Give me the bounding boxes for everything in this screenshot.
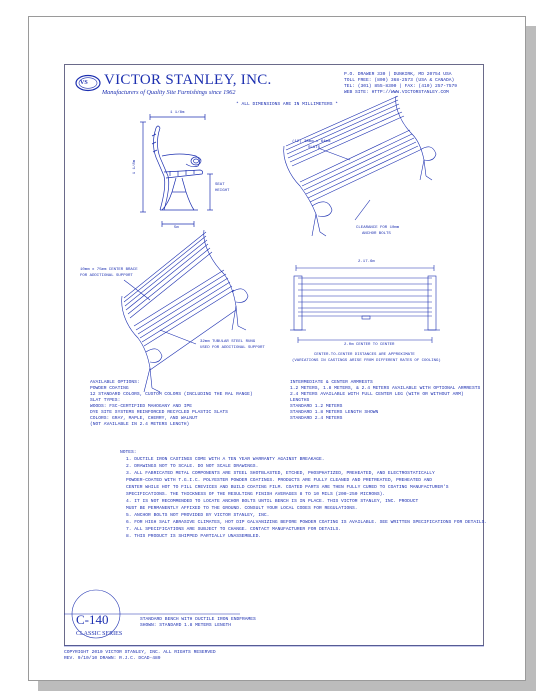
note-line: 1. DUCTILE IRON CASTINGS COME WITH A TEN YEAR WARRANTY AGAINST BREAKAGE.: [126, 457, 325, 462]
revision-line: REV. 9/10/10 DRAWN: R.J.C. DCAD-489: [64, 656, 161, 661]
slats-label: (12) 38mm x 64mm: [292, 140, 331, 144]
base-dimension-label: 5m: [174, 226, 179, 230]
seat-height-label: SEAT HEIGHT: [215, 183, 230, 193]
steel-rung-label: USED FOR ADDITIONAL SUPPORT: [200, 346, 265, 350]
note-line: 6. FOR HIGH SALT ABRASIVE CLIMATES, HOT DIP GALVANIZING BEFORE POWDER COATING IS AVAILABLE. SEE WRITTEN SPECIFICATIONS FOR DETAILS.: [126, 520, 488, 525]
option-line: POWDER COATING: [90, 386, 129, 391]
contact-line: WEB SITE: HTTP://WWW.VICTORSTANLEY.COM: [344, 90, 449, 95]
approximate-note: (VARIATIONS IN CASTINGS ARISE FROM DIFFERENT RATES OF COOLING): [292, 359, 441, 363]
product-description: SHOWN: STANDARD 1.8 METERS LENGTH: [140, 623, 231, 628]
approximate-note: CENTER-TO-CENTER DISTANCES ARE APPROXIMATE: [314, 353, 415, 357]
note-line: CENTER WHILE HOT TO FILL CREVICES AND BUILD COATING FILM. COATED PARTS ARE THEN FULLY CURED TO COATING MANUFACTURER'S: [126, 485, 449, 490]
series-name: CLASSIC SERIES: [76, 631, 123, 637]
model-number: C-140: [76, 612, 109, 627]
note-line: SPECIFICATIONS. THE THICKNESS OF THE RESULTING FINISH AVERAGES 8 TO 10 MILS (200-250 MICRONS).: [126, 492, 386, 497]
front-elevation-drawing: [290, 265, 440, 343]
center-distance-label: 2.0m CENTER TO CENTER: [344, 343, 395, 347]
company-tagline: Manufacturers of Quality Site Furnishings since 1962: [102, 89, 236, 96]
isometric-view-top: [284, 96, 436, 236]
title-block-graphic: [64, 590, 484, 646]
note-line: 4. IT IS NOT RECOMMENDED TO LOCATE ANCHOR BOLTS UNTIL BENCH IS IN PLACE. THIS VICTOR STANLEY, INC. PRODUCT: [126, 499, 419, 504]
isometric-view-bottom: [122, 230, 248, 392]
contact-line: P.O. DRAWER 330 | DUNKIRK, MD 20754 USA: [344, 72, 452, 77]
overall-length-label: 2.17.6m: [358, 260, 375, 264]
option-line: COLORS: GRAY, MAPLE, CHERRY, AND WALNUT: [90, 416, 198, 421]
note-line: 3. ALL FABRICATED METAL COMPONENTS ARE STEEL SHOTBLASTED, ETCHED, PHOSPHATIZED, PREHEATED, AND ELECTROSTATICALLY: [126, 471, 435, 476]
option-line: WOODS: FSC-CERTIFIED MAHOGANY AND IPE: [90, 404, 192, 409]
note-line: 8. THIS PRODUCT IS SHIPPED PARTIALLY UNASSEMBLED.: [126, 534, 262, 539]
option-line: DYE SITE SYSTEMS REINFORCED RECYCLED PLASTIC SLATS: [90, 410, 228, 415]
option-line: 1.2 METERS, 1.8 METERS, & 2.4 METERS AVAILABLE WITH OPTIONAL ARMRESTS: [290, 386, 481, 391]
option-line: STANDARD 1.2 METERS: [290, 404, 343, 409]
note-line: 7. ALL SPECIFICATIONS ARE SUBJECT TO CHANGE. CONTACT MANUFACTURER FOR DETAILS.: [126, 527, 342, 532]
center-brace-label: FOR ADDITIONAL SUPPORT: [80, 274, 133, 278]
anchor-clearance-label: CLEARANCE FOR 10mm: [356, 226, 400, 230]
contact-line: TEL: (301) 855-8300 | FAX: (410) 257-7579: [344, 84, 458, 89]
option-line: AVAILABLE OPTIONS:: [90, 380, 140, 385]
note-line: 5. ANCHOR BOLTS NOT PROVIDED BY VICTOR STANLEY, INC.: [126, 513, 270, 518]
option-line: LENGTHS: [290, 398, 310, 403]
side-elevation-drawing: [140, 114, 213, 227]
anchor-clearance-label: ANCHOR BOLTS: [362, 232, 391, 236]
option-line: 12 STANDARD COLORS, CUSTOM COLORS (INCLUDING THE RAL RANGE): [90, 392, 253, 397]
product-description: STANDARD BENCH WITH DUCTILE IRON ENDFRAMES: [140, 617, 256, 622]
note-line: 2. DRAWINGS NOT TO SCALE. DO NOT SCALE DRAWINGS.: [126, 464, 259, 469]
steel-rung-label: 32mm TUBULAR STEEL RUNG: [200, 340, 256, 344]
depth-dimension-label: 1 1/8m: [170, 111, 185, 115]
height-dimension-label: 1 1/8m: [133, 159, 138, 175]
option-line: INTERMEDIATE & CENTER ARMRESTS: [290, 380, 373, 385]
company-name: VICTOR STANLEY, INC.: [104, 72, 272, 88]
option-line: (NOT AVAILABLE IN 2.4 METERS LENGTH): [90, 422, 190, 427]
option-line: 2.4 METERS AVAILABLE WITH FULL CENTER LEG (WITH OR WITHOUT ARM): [290, 392, 464, 397]
center-brace-label: 10mm x 75mm CENTER BRACE: [80, 268, 138, 272]
dimension-note: * ALL DIMENSIONS ARE IN MILLIMETERS *: [236, 102, 338, 107]
option-line: STANDARD 1.8 METERS LENGTH SHOWN: [290, 410, 379, 415]
note-line: MUST BE PERMANENTLY AFFIXED TO THE GROUND. CONSULT YOUR LOCAL CODES FOR REGULATIONS.: [126, 506, 358, 511]
option-line: SLAT TYPES:: [90, 398, 121, 403]
note-line: POWDER-COATED WITH T.G.I.C. POLYESTER POWDER COATINGS. PRODUCTS ARE FULLY CLEANED AND PRETREATED, PREHEATED AND: [126, 478, 432, 483]
contact-line: TOLL FREE: (800) 368-2573 (USA & CANADA): [344, 78, 455, 83]
slats-label: SLATS: [308, 146, 321, 150]
logo-text: VS: [80, 80, 88, 86]
notes-title: NOTES:: [120, 450, 137, 455]
option-line: STANDARD 2.4 METERS: [290, 416, 343, 421]
copyright-line: COPYRIGHT 2010 VICTOR STANLEY, INC. ALL RIGHTS RESERVED: [64, 650, 216, 655]
